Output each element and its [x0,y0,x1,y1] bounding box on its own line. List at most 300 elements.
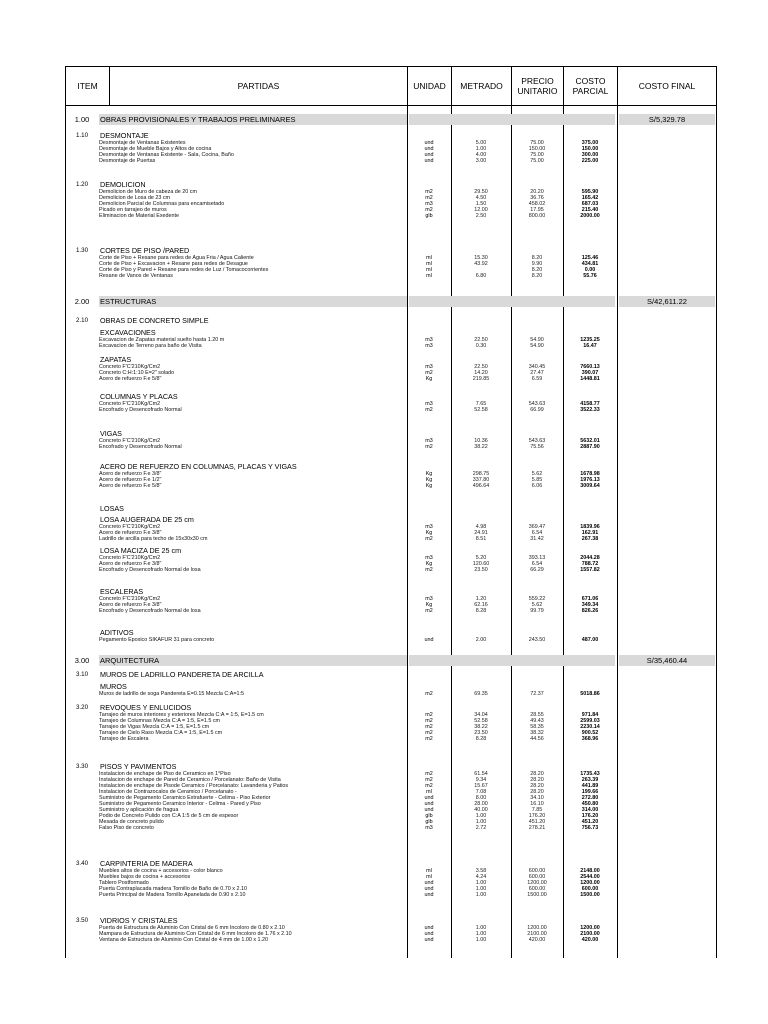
line-metrado: 8.51 [475,536,487,542]
section-total: S/35,460.44 [646,656,688,665]
line-unit-price: 28.20 [530,789,544,795]
line-partial-cost: 267.38 [581,536,599,542]
line-partial-cost: 434.81 [581,261,599,267]
line-unit-price: 5.85 [531,477,543,483]
line-description: Encofrado y Desencofrado Normal [99,444,182,450]
line-metrado: 4.98 [475,524,487,530]
group-title: PISOS Y PAVIMENTOS [100,762,177,771]
line-unit: ml [426,868,432,874]
line-description: Demolicion de Losa de 23 cm [99,195,171,201]
header-costo-final [617,66,717,106]
line-partial-cost: 2148.00 [580,868,600,874]
line-unit-price: 75.00 [530,152,544,158]
line-description: Excavacion de Terreno para baño de Visita [99,343,202,349]
line-metrado: 12.00 [474,207,488,213]
line-unit-price: 1500.00 [527,892,547,898]
line-metrado: 3.00 [475,158,487,164]
line-description: Mesada de concreto pulido [99,819,164,825]
group-title: MUROS [100,682,127,691]
group-title: ADITIVOS [100,628,134,637]
line-description: Acero de refuerzo F.e 1/2" [99,477,162,483]
line-metrado: 4.00 [475,152,487,158]
group-title: ACERO DE REFUERZO EN COLUMNAS, PLACAS Y VIGAS [100,462,297,471]
section-number: 2.00 [74,297,90,306]
line-unit: ml [426,261,432,267]
line-metrado: 337.80 [472,477,490,483]
line-partial-cost: 487.00 [581,637,599,643]
line-unit-price: 458.02 [528,201,546,207]
line-unit: m2 [425,444,433,450]
section-header-row [65,296,717,307]
budget-sheet [65,66,717,958]
line-partial-cost: 176.20 [581,813,599,819]
line-partial-cost: 1678.98 [580,471,600,477]
group-number: 3.20 [75,704,89,711]
line-unit-price: 7.85 [531,807,543,813]
line-unit-price: 58.35 [530,724,544,730]
line-unit-price: 28.20 [530,783,544,789]
section-total: S/42,611.22 [647,297,687,306]
line-partial-cost: 671.06 [581,596,599,602]
group-number: 1.20 [75,181,89,188]
line-description: Acero de refuerzo F.e 3/8" [99,561,162,567]
line-unit-price: 54.90 [530,343,544,349]
line-unit-price: 369.47 [528,524,546,530]
group-title: COLUMNAS Y PLACAS [100,392,178,401]
line-description: Concreto C:H:1:10 E=2" solado [99,370,175,376]
line-unit-price: 8.20 [531,273,543,279]
line-unit: m3 [425,337,433,343]
line-metrado: 15.67 [474,783,488,789]
group-title: LOSA AUGERADA DE 25 cm [100,515,194,524]
line-item-row [65,567,617,573]
line-unit-price: 34.10 [530,795,544,801]
line-unit-price: 243.50 [528,637,546,643]
line-description: Corte de Piso + Excavacion + Resane para redes de Desague [99,261,248,267]
line-unit-price: 17.95 [530,207,544,213]
section-band [409,655,615,666]
line-metrado: 24.91 [474,530,488,536]
line-item-row [65,536,617,542]
line-partial-cost: 756.73 [581,825,599,831]
line-partial-cost: 150.00 [581,146,599,152]
line-unit-price: 8.20 [531,267,543,273]
header-precio-unitario-label: PRECIO UNITARIO [517,76,558,96]
line-partial-cost: 165.42 [581,195,599,201]
line-metrado: 496.64 [472,483,490,489]
section-number: 3.00 [74,656,90,665]
header-partidas-label: PARTIDAS [237,81,280,91]
line-unit-price: 543.63 [528,401,546,407]
line-description: Concreto F'C'210Kg/Cm2 [99,555,161,561]
header-partidas [109,66,408,106]
line-partial-cost: 2044.28 [580,555,600,561]
line-unit-price: 28.20 [530,777,544,783]
line-unit: ml [426,273,432,279]
line-partial-cost: 5632.01 [580,438,600,444]
line-partial-cost: 3522.33 [580,407,600,413]
line-unit: m3 [425,596,433,602]
line-unit-price: 8.20 [531,255,543,261]
line-partial-cost: 826.26 [581,608,599,614]
line-unit: m2 [425,189,433,195]
line-unit: glb [425,213,433,219]
line-partial-cost: 125.46 [581,255,599,261]
line-unit: und [424,931,434,937]
line-item-row [65,343,617,349]
line-metrado: 1.00 [475,146,487,152]
line-unit-price: 150.00 [528,146,546,152]
line-metrado: 1.00 [475,925,487,931]
section-title: OBRAS PROVISIONALES Y TRABAJOS PRELIMINARES [100,115,296,124]
line-unit: Kg [425,561,433,567]
line-metrado: 7.08 [475,789,487,795]
line-unit-price: 49.43 [530,718,544,724]
line-item-row [65,376,617,382]
line-partial-cost: 2887.90 [580,444,600,450]
line-partial-cost: 225.00 [581,158,599,164]
line-description: Acero de refuerzo F.e 3/8" [99,471,162,477]
line-description: Podio de Concreto Pulido con C:A 1:5 de 5 cm de espesor [99,813,239,819]
line-unit: Kg [425,376,433,382]
line-unit-price: 9.90 [531,261,543,267]
line-partial-cost: 1839.96 [580,524,600,530]
line-unit-price: 5.62 [531,602,543,608]
line-unit: und [424,795,434,801]
line-metrado: 3.58 [475,868,487,874]
line-metrado: 1.00 [475,937,487,943]
line-partial-cost: 420.00 [581,937,599,943]
line-unit: m2 [425,567,433,573]
line-partial-cost: 1735.43 [580,771,600,777]
line-unit: m2 [425,195,433,201]
section-number: 1.00 [74,115,90,124]
line-metrado: 34.04 [474,712,488,718]
line-unit-price: 28.20 [530,771,544,777]
line-unit-price: 66.29 [530,567,544,573]
line-unit-price: 600.00 [528,874,546,880]
line-unit: und [424,140,434,146]
line-partial-cost: 1448.81 [580,376,600,382]
line-partial-cost: 3009.64 [580,483,600,489]
line-description: Acero de refuerzo F.e 3/8" [99,602,162,608]
line-unit-price: 600.00 [528,868,546,874]
section-title: ARQUITECTURA [100,656,160,665]
line-partial-cost: 7660.13 [580,364,600,370]
line-metrado: 6.80 [475,273,487,279]
line-unit: Kg [425,483,433,489]
section-total: S/5,329.78 [648,115,686,124]
line-metrado: 5.20 [475,555,487,561]
line-metrado: 28.00 [474,801,488,807]
line-metrado: 52.58 [474,407,488,413]
group-number: 3.50 [75,917,89,924]
line-description: Concreto F'C'210Kg/Cm2 [99,438,161,444]
line-unit: m3 [425,364,433,370]
line-unit: und [424,937,434,943]
line-metrado: 2.50 [475,213,487,219]
line-description: Suministro de Pegamento Ceramico Extrafuerte - Celima - Piso Exterior [99,795,271,801]
line-unit: ml [426,255,432,261]
line-partial-cost: 300.00 [581,152,599,158]
line-unit-price: 6.54 [531,530,543,536]
line-metrado: 9.34 [475,777,487,783]
line-partial-cost: 2544.00 [580,874,600,880]
line-description: Desmontaje de Ventanas Existente - Sala, Cocina, Baño [99,152,234,158]
line-unit: m3 [425,524,433,530]
line-description: Instalacion de enchape de Pared de Ceramico / Porcelanato: Baño de Visita [99,777,281,783]
header-unidad-label: UNIDAD [413,81,446,91]
line-item-row [65,407,617,413]
line-metrado: 1.00 [475,931,487,937]
line-unit-price: 800.00 [528,213,546,219]
group-title: VIDRIOS Y CRISTALES [100,916,178,925]
line-metrado: 43.92 [474,261,488,267]
line-partial-cost: 5018.86 [580,691,600,697]
line-description: Encofrado y Desencofrado Normal de losa [99,608,201,614]
line-partial-cost: 900.52 [581,730,599,736]
line-partial-cost: 1200.00 [580,880,600,886]
line-description: Acero de refuerzo F.e 5/8" [99,376,162,382]
line-metrado: 1.00 [475,892,487,898]
line-unit: ml [426,874,432,880]
line-metrado: 61.54 [474,771,488,777]
line-metrado: 69.35 [474,691,488,697]
line-description: Resane de Vanos de Ventanas [99,273,173,279]
line-partial-cost: 162.91 [581,530,599,536]
line-description: Pegamento Epoxico SIKAFUR 31 para concreto [99,637,215,643]
group-title: OBRAS DE CONCRETO SIMPLE [100,316,209,325]
line-description: Tarrajeo de Cielo Raso Mezcla C:A = 1:5, E=1.5 cm [99,730,223,736]
line-metrado: 219.85 [472,376,490,382]
line-unit-price: 75.00 [530,140,544,146]
line-metrado: 7.65 [475,401,487,407]
header-costo-parcial [563,66,618,106]
line-partial-cost: 368.96 [581,736,599,742]
line-partial-cost: 450.80 [581,801,599,807]
line-unit-price: 600.00 [528,886,546,892]
line-unit-price: 5.62 [531,471,543,477]
line-metrado: 1.00 [475,819,487,825]
line-item-row [65,273,617,279]
line-partial-cost: 215.40 [581,207,599,213]
line-description: Acero de refuerzo F.e 3/8" [99,530,162,536]
grid-line [716,106,717,958]
header-costo-parcial-label: COSTO PARCIAL [572,76,609,96]
line-metrado: 40.00 [474,807,488,813]
line-unit: m2 [425,777,433,783]
line-item-row [65,213,617,219]
line-unit: Kg [425,530,433,536]
line-unit: m2 [425,370,433,376]
line-unit-price: 176.20 [528,813,546,819]
line-unit: glb [425,819,433,825]
line-metrado: 15.30 [474,255,488,261]
line-partial-cost: 2000.00 [580,213,600,219]
header-item-label: ITEM [77,81,98,91]
line-partial-cost: 451.20 [581,819,599,825]
line-unit: und [424,152,434,158]
section-header-row [65,655,717,666]
line-unit: m2 [425,730,433,736]
line-description: Puerta Principal de Madera Tornillo Apanelada de 0.90 x 2.10 [99,892,246,898]
line-unit-price: 1200.00 [527,880,547,886]
header-metrado [451,66,512,106]
line-metrado: 0.30 [475,343,487,349]
line-metrado: 8.28 [475,736,487,742]
group-title: MUROS DE LADRILLO PANDERETA DE ARCILLA [100,670,264,679]
line-unit: und [424,880,434,886]
line-partial-cost: 55.76 [583,273,597,279]
line-description: Corte de Piso y Pared + Resane para redes de Luz / Tomacocorrientes [99,267,269,273]
line-unit: und [424,801,434,807]
line-unit: m2 [425,712,433,718]
line-unit: m2 [425,771,433,777]
line-unit-price: 420.00 [528,937,546,943]
group-title: ESCALERAS [100,587,144,596]
line-metrado: 8.28 [475,608,487,614]
line-description: Desmontaje de Puertas [99,158,156,164]
line-description: Instalacion de enchape de Piso de Ceramico en 1°Piso [99,771,231,777]
line-partial-cost: 16.47 [583,343,597,349]
line-unit: m2 [425,724,433,730]
line-description: Encofrado y Desencofrado Normal de losa [99,567,201,573]
line-description: Suministro de Pegamento Ceramico Interior - Celima - Pared y Piso [99,801,261,807]
line-unit-price: 31.42 [530,536,544,542]
group-title: EXCAVACIONES [100,328,156,337]
line-unit: glb [425,813,433,819]
line-partial-cost: 349.34 [581,602,599,608]
line-description: Acero de refuerzo F.e 5/8" [99,483,162,489]
line-unit-price: 543.63 [528,438,546,444]
line-partial-cost: 595.90 [581,189,599,195]
line-unit-price: 393.13 [528,555,546,561]
section-header-row [65,114,717,125]
line-metrado: 4.50 [475,195,487,201]
group-number: 3.30 [75,763,89,770]
line-unit: m3 [425,438,433,444]
line-metrado: 22.50 [474,364,488,370]
line-partial-cost: 2599.03 [580,718,600,724]
line-unit: m3 [425,201,433,207]
line-unit-price: 6.06 [531,483,543,489]
line-metrado: 14.20 [474,370,488,376]
line-metrado: 62.16 [474,602,488,608]
header-costo-final-label: COSTO FINAL [638,81,696,91]
group-number: 2.10 [75,317,89,324]
group-title: CORTES DE PISO /PARED [100,246,190,255]
line-partial-cost: 1557.82 [580,567,600,573]
line-description: Encofrado y Desencofrado Normal [99,407,182,413]
line-partial-cost: 788.72 [581,561,599,567]
line-metrado: 1.00 [475,886,487,892]
header-precio-unitario [511,66,564,106]
line-unit-price: 54.90 [530,337,544,343]
line-description: Ventana de Estructura de Aluminio Con Cristal de 4 mm de 1.00 x 1.20 [99,937,269,943]
line-partial-cost: 2100.00 [580,931,600,937]
line-partial-cost: 441.89 [581,783,599,789]
line-description: Excavacion de Zapatas material suelto hasta 1.20 m [99,337,225,343]
line-unit-price: 99.79 [530,608,544,614]
line-metrado: 120.60 [472,561,490,567]
line-unit: ml [426,267,432,273]
section-band [409,114,615,125]
line-metrado: 8.00 [475,795,487,801]
line-item-row [65,608,617,614]
line-unit-price: 20.20 [530,189,544,195]
line-description: Puerta de Estructura de Aluminio Con Cristal de 6 mm Incoloro de 0.80 x 2.10 [99,925,285,931]
line-unit: m2 [425,608,433,614]
line-item-row [65,892,617,898]
line-unit: und [424,637,434,643]
line-item-row [65,937,617,943]
line-unit: m3 [425,401,433,407]
line-description: Muebles altos de cocina + accesorios - color blanco [99,868,223,874]
line-unit: und [424,886,434,892]
line-partial-cost: 0.00 [584,267,596,273]
line-description: Muros de ladrillo de soga Pandereta E=0.15 Mezcla C:A=1:5 [99,691,245,697]
header-item [65,66,110,106]
line-description: Tarrajeo de Escalera [99,736,149,742]
line-unit: m2 [425,207,433,213]
line-description: Desmontaje de Mueble Bajos y Altos de cocina [99,146,212,152]
group-title: LOSA MACIZA DE 25 cm [100,546,182,555]
line-unit: Kg [425,471,433,477]
line-unit-price: 1200.00 [527,925,547,931]
line-partial-cost: 2230.14 [580,724,600,730]
line-unit: m3 [425,343,433,349]
line-unit: m3 [425,555,433,561]
group-number: 3.10 [75,671,89,678]
line-unit-price: 27.47 [530,370,544,376]
line-description: Picado en tarrajeo de muros [99,207,167,213]
line-unit-price: 6.54 [531,561,543,567]
line-description: Puerta Contraplacada madera Tornillo de Baño de 0.70 x 2.10 [99,886,247,892]
group-title: VIGAS [100,429,122,438]
line-partial-cost: 600.00 [581,886,599,892]
line-unit-price: 75.56 [530,444,544,450]
line-description: Ladrillo de arcilla para techo de 15x30x30 cm [99,536,208,542]
line-metrado: 2.00 [475,637,487,643]
line-description: Concreto F'C'210Kg/Cm2 [99,401,161,407]
line-partial-cost: 272.80 [581,795,599,801]
line-description: Demolicion de Muro de cabeza de 20 cm [99,189,197,195]
line-description: Muebles bajos de cocina + accesorios [99,874,191,880]
line-partial-cost: 1500.00 [580,892,600,898]
line-description: Tarrajeo de Vigas Mezcla C:A = 1:5, E=1.5 cm [99,724,210,730]
line-unit: m2 [425,736,433,742]
header-metrado-label: METRADO [460,81,503,91]
line-metrado: 5.00 [475,140,487,146]
line-metrado: 29.50 [474,189,488,195]
line-unit: und [424,807,434,813]
line-unit-price: 16.10 [530,801,544,807]
line-metrado: 38.22 [474,724,488,730]
line-description: Instalacion de enchape de Pisode Ceramico / Porcelanato: Lavanderia y Patios [99,783,289,789]
line-metrado: 23.50 [474,567,488,573]
line-unit: ml [426,789,432,795]
line-metrado: 1.00 [475,880,487,886]
line-description: Suministro y aplicación de fragua [99,807,179,813]
line-description: Concreto F'C'210Kg/Cm2 [99,364,161,370]
group-number: 1.30 [75,247,89,254]
group-number: 3.40 [75,860,89,867]
line-metrado: 1.00 [475,813,487,819]
line-unit: und [424,158,434,164]
line-partial-cost: 1200.00 [580,925,600,931]
line-metrado: 23.50 [474,730,488,736]
line-metrado: 1.50 [475,201,487,207]
